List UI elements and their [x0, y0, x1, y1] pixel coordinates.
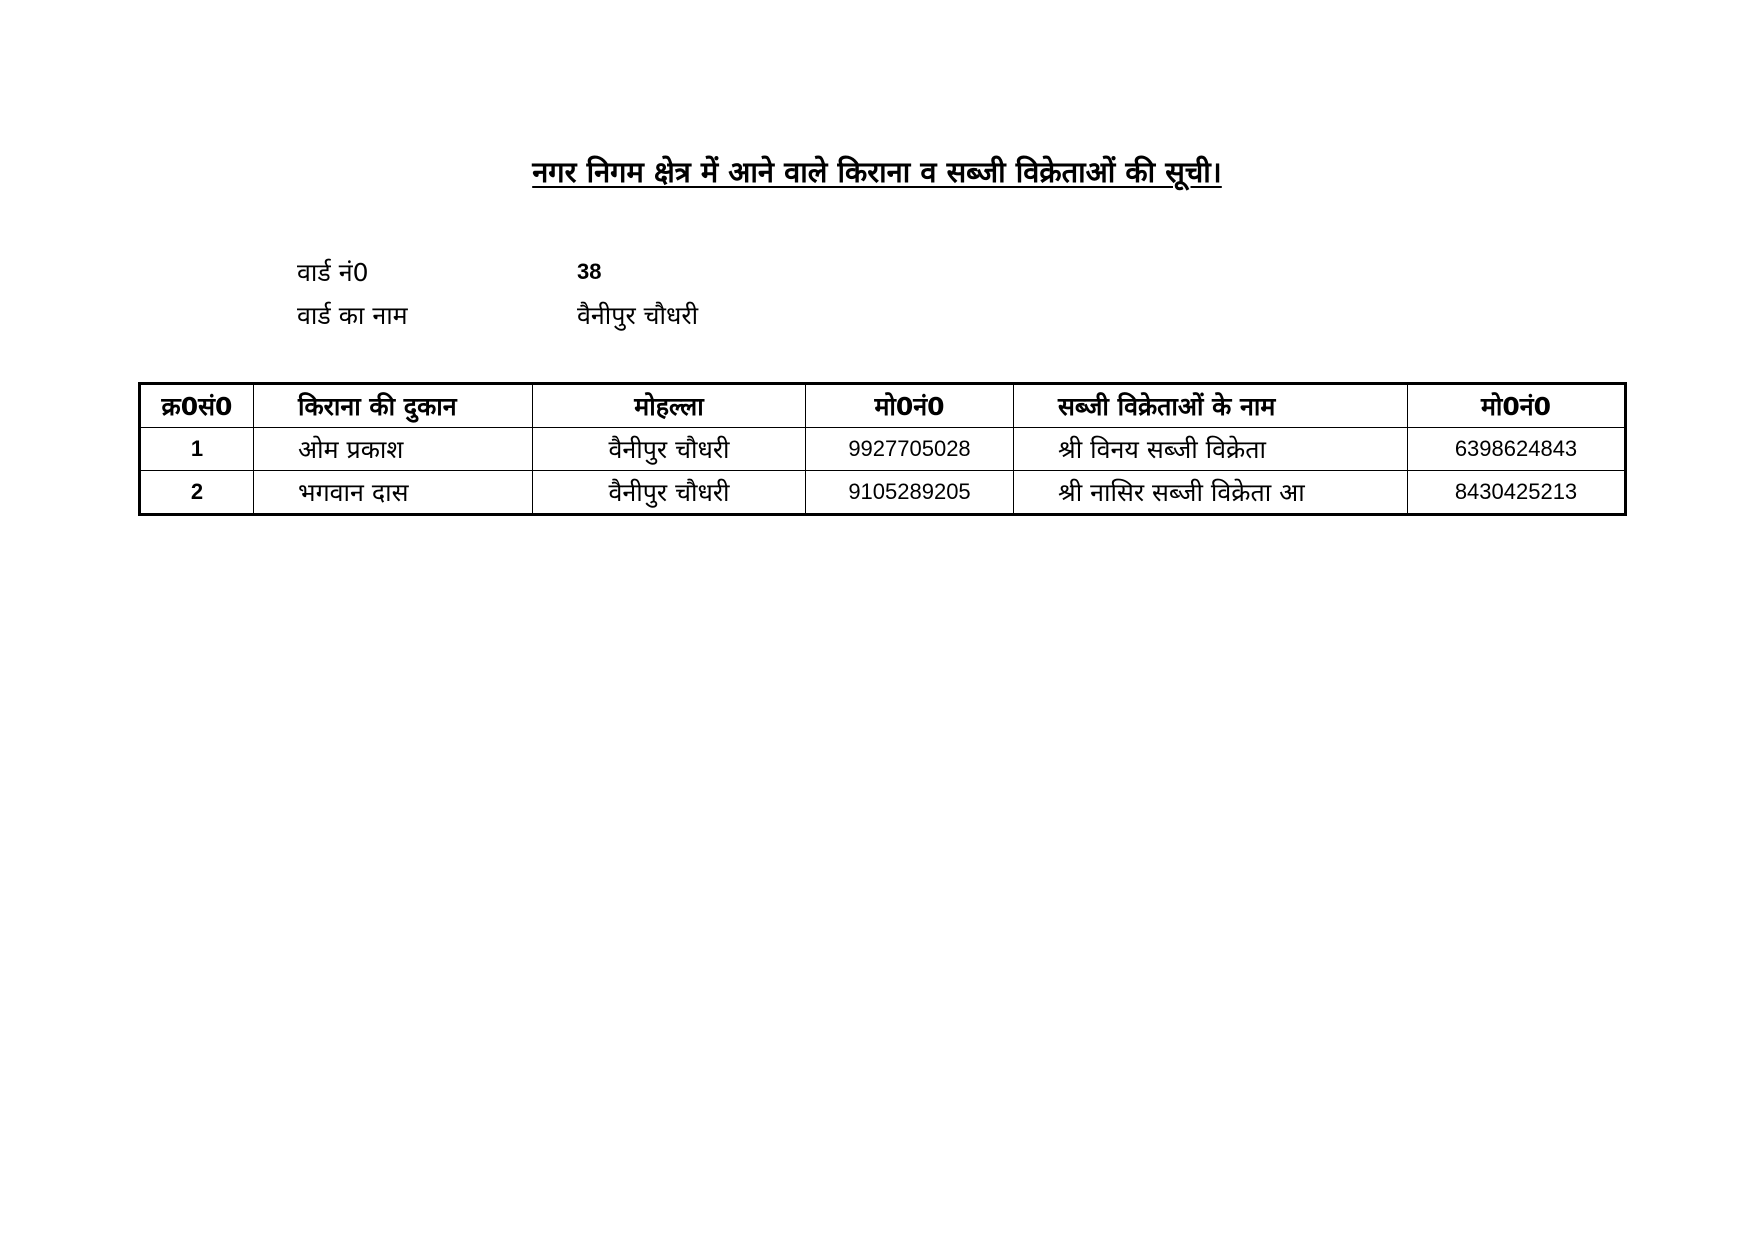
cell-serial-no: 1	[140, 428, 254, 471]
ward-name-value: वैनीपुर चौधरी	[577, 300, 699, 330]
cell-vendor-mobile-no: 6398624843	[1408, 428, 1626, 471]
header-mobile-no: मो0नं0	[806, 384, 1014, 428]
header-serial-no: क्र0सं0	[140, 384, 254, 428]
cell-grocery-shop: भगवान दास	[254, 471, 533, 515]
header-locality: मोहल्ला	[533, 384, 806, 428]
header-grocery-shop: किराना की दुकान	[254, 384, 533, 428]
cell-vendor-mobile-no: 8430425213	[1408, 471, 1626, 515]
cell-grocery-shop: ओम प्रकाश	[254, 428, 533, 471]
page-title	[0, 152, 1754, 192]
table-row	[140, 428, 1626, 471]
cell-vegetable-vendor: श्री विनय सब्जी विक्रेता	[1014, 428, 1408, 471]
cell-mobile-no: 9927705028	[806, 428, 1014, 471]
ward-number-row	[297, 250, 698, 293]
header-vendor-mobile-no: मो0नं0	[1408, 384, 1626, 428]
table-row	[140, 471, 1626, 515]
cell-mobile-no: 9105289205	[806, 471, 1014, 515]
cell-vegetable-vendor: श्री नासिर सब्जी विक्रेता आ	[1014, 471, 1408, 515]
ward-info	[297, 250, 698, 336]
ward-name-row	[297, 293, 698, 336]
ward-name-label: वार्ड का नाम	[297, 300, 408, 330]
cell-locality: वैनीपुर चौधरी	[533, 471, 806, 515]
header-vegetable-vendor-names: सब्जी विक्रेताओं के नाम	[1014, 384, 1408, 428]
ward-number-value: 38	[577, 258, 602, 284]
vendor-table	[138, 382, 1627, 516]
ward-number-label: वार्ड नं0	[297, 257, 369, 287]
table-header-row	[140, 384, 1626, 428]
page-title-text: नगर निगम क्षेत्र में आने वाले किराना व सब्जी विक्रेताओं की सूची।	[532, 155, 1222, 189]
cell-serial-no: 2	[140, 471, 254, 515]
cell-locality: वैनीपुर चौधरी	[533, 428, 806, 471]
